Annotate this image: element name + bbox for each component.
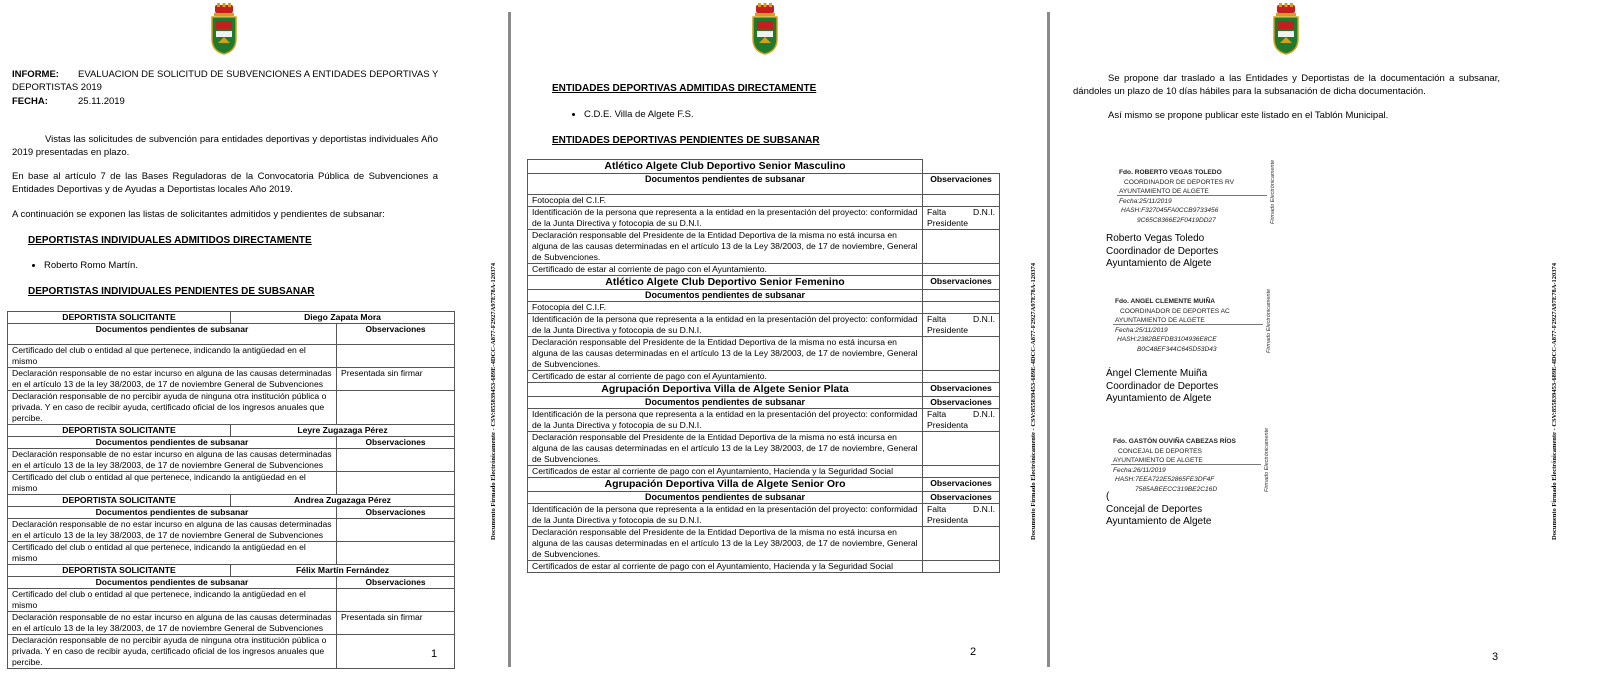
solicitante-label: DEPORTISTA SOLICITANTE [8, 312, 231, 324]
obs-cell [923, 561, 1000, 573]
doc-cell: Declaración responsable del Presidente de la Entidad Deportiva de la misma no está incursa en alguna de las causas determinadas en el artículo 13 de la Ley 38/2003, de 17 de noviembre, General de Subvenciones. [528, 432, 923, 466]
signer-role: COORDINADOR DE DEPORTES RV [1124, 178, 1235, 186]
signature-hash: HASH:7EEA722E52865FE3DF4F [1115, 476, 1215, 484]
entidad-title-row [528, 478, 1000, 492]
page-divider [1047, 12, 1050, 667]
solicitante-row [8, 565, 455, 577]
docs-header-row [8, 577, 455, 589]
entidad-name: Atlético Algete Club Deportivo Senior Masculino [528, 160, 923, 174]
table-row [8, 589, 455, 612]
docs-header: Documentos pendientes de subsanar [528, 174, 923, 195]
obs-role: Presidenta [927, 420, 969, 430]
obs-header: Observaciones [923, 478, 1000, 492]
docs-header-row [528, 174, 1000, 195]
obs-header: Observaciones [923, 276, 1000, 290]
signer-cargo: Coordinador de Deportes [1106, 245, 1219, 257]
signer-name: Roberto Vegas Toledo [1106, 233, 1205, 244]
page-number: 2 [970, 646, 977, 658]
docs-header: Documentos pendientes de subsanar [8, 324, 337, 345]
signature-side-label: Firmado Electrónicamente [1264, 427, 1270, 492]
solicitante-row [8, 425, 455, 437]
table-row [8, 472, 455, 495]
signer-name-block [1106, 368, 1218, 406]
heading-deportistas-admitidos: DEPORTISTAS INDIVIDUALES ADMITIDOS DIRECTAMENTE [28, 235, 312, 246]
heading-entidades-admitidas: ENTIDADES DEPORTIVAS ADMITIDAS DIRECTAMENTE [552, 83, 817, 94]
table-row [528, 466, 1000, 478]
signer-cargo: Concejal de Deportes [1106, 503, 1203, 515]
signature-block-1 [1119, 168, 1234, 226]
obs-cell [337, 519, 455, 542]
obs-falta-line [927, 207, 995, 218]
doc-cell: Certificado del club o entidad al que pertenece, indicando la antigüedad en el mismo [8, 472, 337, 495]
signer-cargo: Coordinador de Deportes [1106, 380, 1219, 392]
basis-paragraph: En base al artículo 7 de las Bases Reguladoras de la Convocatoria Pública de Subvenciones a Entidades Deportivas y de Ayudas a Deportistas locales Año 2019. [12, 171, 438, 195]
signature-date: Fecha:25/11/2019 [1115, 326, 1168, 334]
doc-cell: Declaración responsable de no estar incurso en alguna de las causas determinadas en el artículo 13 de la ley 38/2003, de 17 de noviembre General de Subvenciones [8, 612, 337, 635]
solicitante-name: Leyre Zugazaga Pérez [231, 425, 455, 437]
obs-falta: Falta [927, 207, 947, 217]
entidades-pendientes-table [527, 159, 1000, 573]
docs-header-row [8, 324, 455, 345]
table-row [528, 230, 1000, 264]
table-row [528, 371, 1000, 383]
electronic-signature-stamp: Documento Firmado Electrónicamente - CSV:855839453-689E-4DCC-A877-F2927A97E78A-120374 [1030, 262, 1037, 540]
obs-dni: D.N.I. [973, 207, 995, 217]
table-row [528, 207, 1000, 230]
obs-header: Observaciones [923, 383, 1000, 397]
document-page-1 [0, 0, 510, 677]
entidad-name: Atlético Algete Club Deportivo Senior Femenino [528, 276, 923, 290]
solicitante-name: Félix Martín Fernández [231, 565, 455, 577]
obs-dni: D.N.I. [973, 504, 995, 514]
signature-hash-2: B0C48EF344C645D53D43 [1137, 345, 1217, 353]
signature-line [1117, 195, 1267, 196]
coat-of-arms-icon [209, 3, 239, 55]
obs-cell [923, 466, 1000, 478]
obs-cell [923, 264, 1000, 276]
obs-dni: D.N.I. [973, 314, 995, 324]
signer-name: ( [1106, 491, 1110, 502]
obs-cell [923, 432, 1000, 466]
docs-header: Documentos pendientes de subsanar [528, 397, 923, 409]
signer-fdo: Fdo. ANGEL CLEMENTE MUIÑA [1115, 298, 1216, 305]
solicitante-label: DEPORTISTA SOLICITANTE [8, 425, 231, 437]
table-row [8, 612, 455, 635]
signer-org: AYUNTAMIENTO DE ALGETE [1113, 457, 1203, 465]
solicitante-name: Andrea Zugazaga Pérez [231, 495, 455, 507]
doc-cell: Identificación de la persona que representa a la entidad en la presentación del proyecto: conformidad de la Junta Directiva y fotocopia de su D.N.I. [528, 314, 923, 337]
signer-name: Ángel Clemente Muiña [1106, 368, 1208, 379]
doc-cell: Declaración responsable del Presidente de la Entidad Deportiva de la misma no está incursa en alguna de las causas determinadas en el artículo 13 de la Ley 38/2003, de 17 de noviembre, General de Subvenciones. [528, 230, 923, 264]
docs-header: Documentos pendientes de subsanar [528, 290, 923, 302]
publication-paragraph: Así mismo se propone publicar este listado en el Tablón Municipal. [1108, 110, 1389, 121]
docs-header-row [8, 507, 455, 519]
docs-header-row [528, 290, 1000, 302]
table-row [528, 302, 1000, 314]
page-number: 3 [1492, 651, 1499, 663]
signer-fdo: Fdo. ROBERTO VEGAS TOLEDO [1119, 169, 1222, 176]
obs-falta-line [927, 504, 995, 515]
signature-block-2 [1115, 297, 1230, 355]
docs-header: Documentos pendientes de subsanar [8, 507, 337, 519]
entidad-title-row [528, 160, 1000, 174]
document-page-3 [1051, 0, 1600, 677]
signer-org-name: Ayuntamiento de Algete [1106, 258, 1212, 269]
doc-cell: Certificados de estar al corriente de pago con el Ayuntamiento, Hacienda y la Seguridad Social [528, 466, 923, 478]
admitidos-list [28, 260, 138, 273]
signer-org: AYUNTAMIENTO DE ALGETE [1115, 317, 1205, 325]
obs-cell [923, 230, 1000, 264]
entidad-title-row [528, 383, 1000, 397]
obs-falta: Falta [927, 504, 947, 514]
table-row [8, 368, 455, 391]
obs-header: Observaciones [337, 577, 455, 589]
docs-header-row [528, 397, 1000, 409]
doc-cell: Certificado del club o entidad al que pertenece, indicando la antigüedad en el mismo [8, 589, 337, 612]
obs-cell [923, 195, 1000, 207]
obs-cell [337, 472, 455, 495]
table-row [528, 314, 1000, 337]
informe-label: INFORME: [12, 69, 59, 80]
doc-cell: Fotocopia del C.I.F. [528, 302, 923, 314]
doc-cell: Declaración responsable de no percibir ayuda de ninguna otra institución pública o privada. Y en caso de recibir ayuda, certificado oficial de los ingresos anuales que percibe. [8, 635, 337, 669]
entidad-title-row [528, 276, 1000, 290]
table-row [528, 195, 1000, 207]
table-row [8, 519, 455, 542]
obs-falta: Falta [927, 314, 947, 324]
solicitante-label: DEPORTISTA SOLICITANTE [8, 495, 231, 507]
obs-header: Observaciones [923, 397, 1000, 409]
signature-hash: HASH:F327045FA0CCB9733456 [1121, 207, 1219, 215]
table-row [528, 504, 1000, 527]
blank-cell [923, 160, 1000, 174]
document-page-2 [512, 0, 1047, 677]
obs-cell [337, 589, 455, 612]
doc-cell: Certificado de estar al corriente de pago con el Ayuntamiento. [528, 371, 923, 383]
obs-role: Presidente [927, 218, 969, 228]
obs-cell: Presentada sin firmar [337, 368, 455, 391]
deportistas-pendientes-table [7, 311, 455, 669]
obs-falta-line [927, 314, 995, 325]
heading-deportistas-pendientes: DEPORTISTAS INDIVIDUALES PENDIENTES DE SUBSANAR [28, 286, 315, 297]
signature-block-3 [1113, 437, 1236, 495]
doc-cell: Fotocopia del C.I.F. [528, 195, 923, 207]
electronic-signature-stamp: Documento Firmado Electrónicamente - CSV:855839453-689E-4DCC-A877-F2927A97E78A-120374 [1551, 262, 1558, 540]
obs-cell [923, 207, 1000, 230]
obs-cell [337, 542, 455, 565]
signer-name-block [1106, 491, 1211, 529]
obs-cell [923, 504, 1000, 527]
signature-date: Fecha:26/11/2019 [1113, 466, 1166, 474]
table-row [8, 345, 455, 368]
obs-header: Observaciones [923, 174, 1000, 195]
obs-dni: D.N.I. [973, 409, 995, 419]
doc-cell: Declaración responsable de no estar incurso en alguna de las causas determinadas en el artículo 13 de la ley 38/2003, de 17 de noviembre General de Subvenciones [8, 449, 337, 472]
doc-cell: Declaración responsable de no estar incurso en alguna de las causas determinadas en el artículo 13 de la ley 38/2003, de 17 de noviembre General de Subvenciones [8, 368, 337, 391]
doc-cell: Declaración responsable de no estar incurso en alguna de las causas determinadas en el artículo 13 de la ley 38/2003, de 17 de noviembre General de Subvenciones [8, 519, 337, 542]
signer-name-block [1106, 233, 1218, 271]
obs-cell [923, 314, 1000, 337]
obs-role: Presidente [927, 325, 969, 335]
obs-header: Observaciones [337, 324, 455, 345]
doc-cell: Certificado del club o entidad al que pertenece, indicando la antigüedad en el mismo [8, 345, 337, 368]
obs-falta: Falta [927, 409, 947, 419]
docs-header: Documentos pendientes de subsanar [528, 492, 923, 504]
docs-header-row [528, 492, 1000, 504]
entidad-name: Agrupación Deportiva Villa de Algete Senior Plata [528, 383, 923, 397]
obs-header: Observaciones [923, 492, 1000, 504]
obs-cell [337, 345, 455, 368]
page-divider [508, 12, 511, 667]
entidad-name: Agrupación Deportiva Villa de Algete Senior Oro [528, 478, 923, 492]
electronic-signature-stamp: Documento Firmado Electrónicamente - CSV:855839453-689E-4DCC-A877-F2927A97E78A-120374 [490, 262, 497, 540]
obs-role: Presidenta [927, 515, 969, 525]
solicitante-row [8, 495, 455, 507]
obs-header: Observaciones [337, 507, 455, 519]
signature-line [1113, 324, 1263, 325]
proposal-paragraph: Se propone dar traslado a las Entidades y Deportistas de la documentación a subsanar, dándoles un plazo de 10 días hábiles para la subsanación de dicha documentación. [1073, 73, 1500, 97]
signer-role: CONCEJAL DE DEPORTES [1118, 447, 1202, 455]
signature-hash-2: 9C65C8366E2F0419DD27 [1137, 216, 1216, 224]
intro-paragraph: Vistas las solicitudes de subvención para entidades deportivas y deportistas individuales Año 2019 presentadas en plazo. [12, 134, 438, 158]
obs-falta-line [927, 409, 995, 420]
signature-side-label: Firmado Electrónicamente [1266, 288, 1272, 353]
signature-hash-2: 7585ABEECC319BE2C16D [1135, 485, 1218, 493]
table-row [528, 561, 1000, 573]
list-item: • C.D.E. Villa de Algete F.S. [584, 109, 694, 122]
obs-cell [923, 337, 1000, 371]
solicitante-label: DEPORTISTA SOLICITANTE [8, 565, 231, 577]
signer-role: COORDINADOR DE DEPORTES AC [1120, 307, 1230, 315]
signature-side-label: Firmado Electrónicamente [1270, 159, 1276, 224]
informe-title-2: DEPORTISTAS 2019 [12, 82, 102, 93]
coat-of-arms-icon [750, 3, 780, 55]
blank-cell [923, 290, 1000, 302]
doc-cell: Identificación de la persona que representa a la entidad en la presentación del proyecto: conformidad de la Junta Directiva y fotocopia de su D.N.I. [528, 504, 923, 527]
obs-cell [923, 527, 1000, 561]
table-row [528, 337, 1000, 371]
fecha-value: 25.11.2019 [78, 96, 125, 107]
table-row [528, 264, 1000, 276]
entidades-admitidas-list [568, 109, 694, 122]
doc-cell: Certificados de estar al corriente de pago con el Ayuntamiento, Hacienda y la Seguridad Social [528, 561, 923, 573]
doc-cell: Certificado del club o entidad al que pertenece, indicando la antigüedad en el mismo [8, 542, 337, 565]
signer-fdo: Fdo. GASTÓN OUVIÑA CABEZAS RÍOS [1113, 438, 1236, 445]
solicitante-name: Diego Zapata Mora [231, 312, 455, 324]
signature-date: Fecha:25/11/2019 [1119, 197, 1172, 205]
obs-cell [923, 371, 1000, 383]
doc-cell: Declaración responsable de no percibir ayuda de ninguna otra institución pública o privada. Y en caso de recibir ayuda, certificado oficial de los ingresos anuales que percibe. [8, 391, 337, 425]
obs-cell: Presentada sin firmar [337, 612, 455, 635]
fecha-label: FECHA: [12, 96, 48, 107]
doc-cell: Identificación de la persona que representa a la entidad en la presentación del proyecto: conformidad de la Junta Directiva y fotocopia de su D.N.I. [528, 207, 923, 230]
doc-cell: Identificación de la persona que representa a la entidad en la presentación del proyecto: conformidad de la Junta Directiva y fotocopia de su D.N.I. [528, 409, 923, 432]
table-row [8, 635, 455, 669]
doc-cell: Certificado de estar al corriente de pago con el Ayuntamiento. [528, 264, 923, 276]
signer-org-name: Ayuntamiento de Algete [1106, 393, 1212, 404]
table-row [528, 432, 1000, 466]
obs-header: Observaciones [337, 437, 455, 449]
table-row [528, 527, 1000, 561]
signature-line [1111, 464, 1261, 465]
obs-cell [923, 302, 1000, 314]
doc-cell: Declaración responsable del Presidente de la Entidad Deportiva de la misma no está incursa en alguna de las causas determinadas en el artículo 13 de la Ley 38/2003, de 17 de noviembre, General de Subvenciones. [528, 337, 923, 371]
table-row [8, 449, 455, 472]
doc-cell: Declaración responsable del Presidente de la Entidad Deportiva de la misma no está incursa en alguna de las causas determinadas en el artículo 13 de la Ley 38/2003, de 17 de noviembre, General de Subvenciones. [528, 527, 923, 561]
docs-header-row [8, 437, 455, 449]
heading-entidades-pendientes: ENTIDADES DEPORTIVAS PENDIENTES DE SUBSANAR [552, 135, 820, 146]
table-row [528, 409, 1000, 432]
list-item: • Roberto Romo Martín. [44, 260, 138, 273]
informe-title: EVALUACION DE SOLICITUD DE SUBVENCIONES A ENTIDADES DEPORTIVAS Y [78, 69, 439, 80]
table-row [8, 542, 455, 565]
lists-intro-paragraph: A continuación se exponen las listas de solicitantes admitidos y pendientes de subsanar: [12, 209, 385, 220]
obs-cell [337, 449, 455, 472]
table-row [8, 391, 455, 425]
coat-of-arms-icon [1271, 3, 1301, 55]
obs-cell [923, 409, 1000, 432]
signature-hash: HASH:2382BEFDB3104936E8CE [1117, 336, 1217, 344]
docs-header: Documentos pendientes de subsanar [8, 577, 337, 589]
signer-org: AYUNTAMIENTO DE ALGETE [1119, 188, 1209, 196]
page-number: 1 [431, 648, 438, 660]
obs-cell [337, 391, 455, 425]
signer-org-name: Ayuntamiento de Algete [1106, 516, 1212, 527]
solicitante-row [8, 312, 455, 324]
docs-header: Documentos pendientes de subsanar [8, 437, 337, 449]
